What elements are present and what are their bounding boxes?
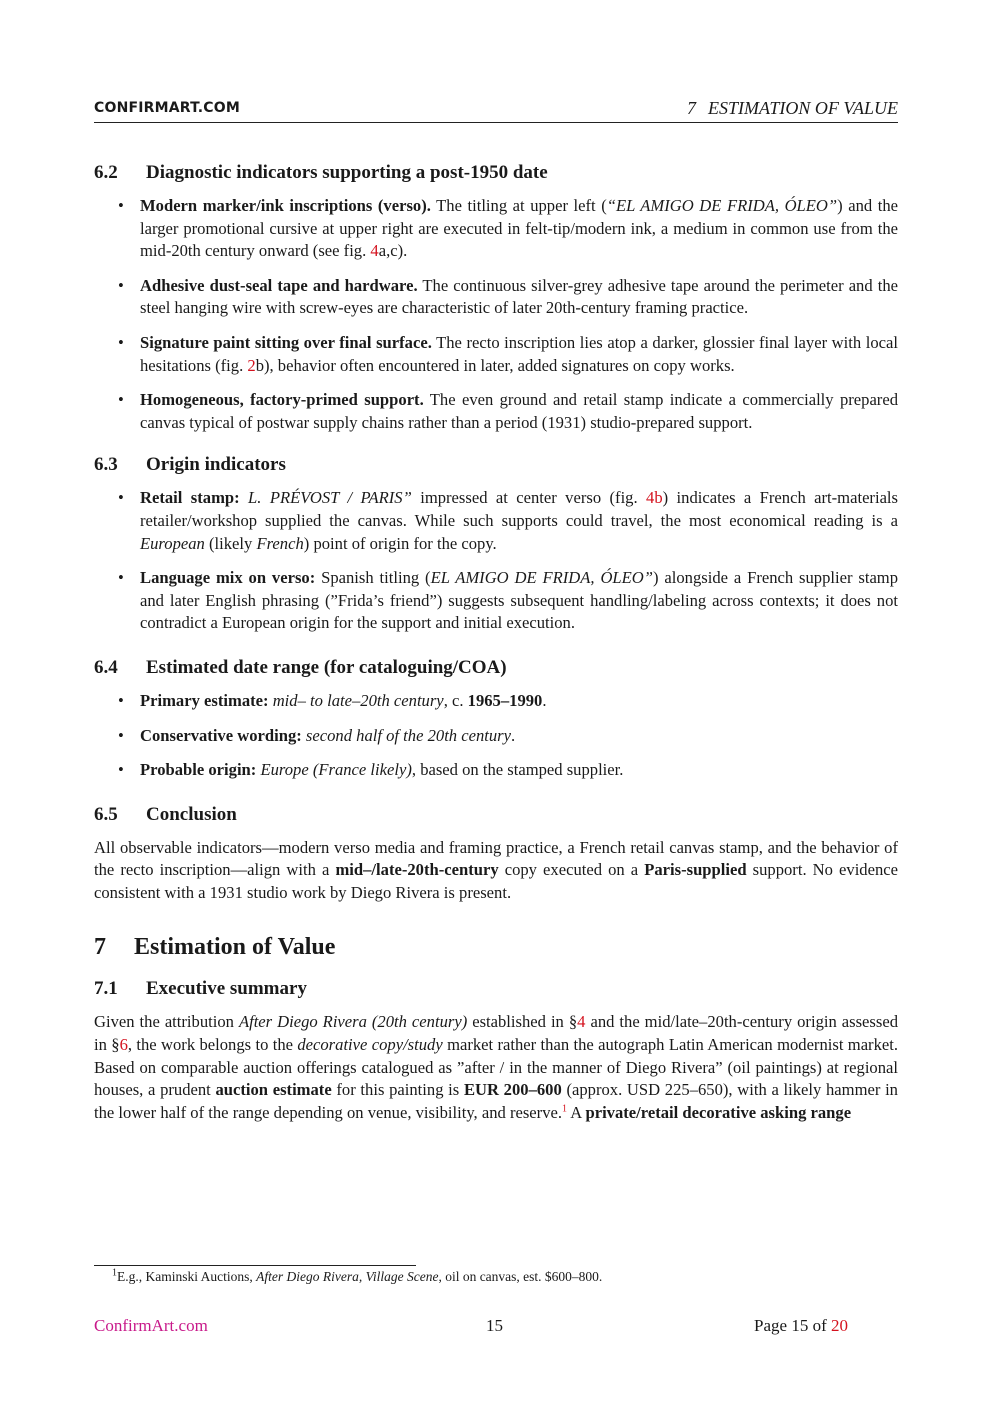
item-text: b), behavior often encountered in later, added signatures on copy works.: [255, 355, 735, 375]
item-lead: Modern marker/ink inscriptions (verso).: [140, 196, 431, 215]
footnote-text: E.g., Kaminski Auctions,: [117, 1269, 257, 1284]
chapter-title: Estimation of Value: [134, 934, 336, 961]
page-footer: [94, 1316, 848, 1338]
paragraph-text: market rather than the autograph Latin American modernist market. Based on comparable auction offerings catalogued as ”after / in the manner of Diego Rivera” (oil paintings) at regional houses, a prudent: [94, 1035, 899, 1100]
paragraph-text: All observable indicators—modern verso media and framing practice, a French retail canvas stamp, and the behavior of the recto inscription—align with a: [94, 837, 898, 880]
list-item: [94, 725, 898, 748]
section-title: Executive summary: [146, 978, 307, 1000]
chapter-heading-7: [94, 932, 898, 962]
site-logo: CONFIRMART.COM: [94, 100, 241, 116]
footnote-link[interactable]: 1: [562, 1103, 568, 1115]
item-text: The titling at upper left (: [430, 196, 607, 215]
list-item: [94, 332, 898, 377]
section-heading-6-5: [94, 802, 898, 828]
list-item: [94, 567, 898, 635]
executive-summary-paragraph: [94, 1011, 898, 1124]
item-bold: 1965–1990: [467, 690, 543, 710]
item-lead: Homogeneous, factory-primed support.: [140, 390, 424, 410]
section-heading-6-3: [94, 452, 898, 478]
section-title: Origin indicators: [146, 454, 286, 476]
list-item: [94, 759, 898, 782]
item-text: (likely: [204, 533, 257, 553]
list-item: [94, 389, 898, 434]
section-number: 6.5: [94, 803, 118, 825]
item-text: ) alongside a French supplier stamp and later English phrasing (”Frida’s friend”) suggests subsequent handling/labeling across contexts; it does not contradict a European origin for the support and initial execution.: [140, 568, 899, 633]
section-title: Estimated date range (for cataloguing/COA): [146, 656, 507, 678]
item-italic: EL AMIGO DE FRIDA, ÓLEO”: [430, 568, 654, 588]
item-italic: second half of the 20th century: [301, 725, 512, 745]
paragraph-text: for this painting is: [331, 1080, 464, 1100]
section-number: 6.3: [94, 454, 118, 476]
paragraph-text: (approx. USD 225–650), with a likely hammer in the lower half of the range depending on venue, visibility, and reserve.: [94, 1080, 898, 1122]
conclusion-paragraph: [94, 837, 898, 905]
chapter-number: 7: [94, 934, 106, 961]
section-link[interactable]: 4: [577, 1012, 586, 1032]
item-italic: French: [256, 533, 304, 553]
footer-site-link[interactable]: ConfirmArt.com: [94, 1316, 208, 1335]
section-number: 7.1: [94, 978, 118, 1000]
section-number: 6.2: [94, 162, 118, 183]
figure-link[interactable]: 4b: [646, 488, 663, 508]
list-item: [94, 690, 898, 713]
section-link[interactable]: 6: [119, 1035, 128, 1055]
paragraph-bold: mid–/late-20th-century: [335, 860, 499, 880]
item-lead: Probable origin:: [140, 760, 257, 780]
section-heading-6-4: [94, 655, 898, 681]
paragraph-text: established in §: [467, 1012, 578, 1032]
footnote-mark: 1: [112, 1267, 117, 1279]
bullet-list-6-3: [94, 487, 898, 635]
paragraph-text: and the mid/late–20th-century origin assessed in §: [94, 1012, 898, 1055]
figure-link[interactable]: 4: [370, 241, 379, 261]
item-lead: Conservative wording:: [140, 725, 302, 745]
list-item: [94, 487, 898, 555]
section-number: 6.4: [94, 656, 118, 678]
paragraph-bold: auction estimate: [215, 1080, 332, 1100]
item-text: .: [542, 690, 547, 710]
paragraph-text: A: [567, 1102, 586, 1122]
header-section-number: 7: [687, 98, 697, 118]
paragraph-text: Given the attribution: [94, 1012, 239, 1032]
item-text: , c.: [443, 690, 468, 710]
item-lead: Language mix on verso:: [140, 568, 316, 588]
paragraph-text: , the work belongs to the: [127, 1035, 298, 1055]
bullet-list-6-4: [94, 690, 898, 782]
list-item: [94, 195, 898, 263]
header-section-label: ESTIMATION OF VALUE: [708, 98, 898, 118]
item-text: The continuous silver-grey adhesive tape around the perimeter and the steel hanging wire with screw-eyes are characteristic of later 20th-century framing practice.: [140, 275, 898, 318]
item-lead: Signature paint sitting over final surface.: [140, 332, 432, 352]
list-item: [94, 275, 898, 320]
section-title: Diagnostic indicators supporting a post-1950 date: [146, 162, 548, 183]
item-italic: mid– to late–20th century: [268, 690, 444, 710]
item-text: , based on the stamped supplier.: [411, 760, 624, 780]
bullet-list-6-2: [94, 195, 898, 434]
item-lead: Adhesive dust-seal tape and hardware.: [140, 275, 418, 295]
section-title: Conclusion: [146, 803, 237, 825]
paragraph-bold: EUR 200–600: [463, 1080, 562, 1100]
section-heading-7-1: [94, 976, 898, 1002]
paragraph-bold: Paris-supplied: [644, 860, 747, 880]
paragraph-text: copy executed on a: [498, 860, 645, 880]
item-italic: L. PRÉVOST / PARIS”: [239, 488, 412, 508]
item-italic: “EL AMIGO DE FRIDA, ÓLEO”: [606, 196, 838, 215]
section-heading-6-2: [94, 160, 898, 186]
item-text: Spanish titling (: [315, 568, 431, 588]
item-text: ) point of origin for the copy.: [303, 533, 497, 553]
figure-link[interactable]: 2: [247, 355, 256, 375]
header-section-title: [687, 98, 898, 119]
document-body: [94, 160, 898, 1124]
footer-page-count: [754, 1316, 848, 1336]
paragraph-bold: private/retail decorative asking range: [585, 1102, 852, 1122]
paragraph-text: support. No evidence consistent with a 1931 studio work by Diego Rivera is present.: [94, 860, 898, 902]
footnote: [94, 1268, 898, 1286]
item-text: .: [511, 725, 516, 745]
item-text: ) and the larger promotional cursive at upper right are executed in felt-tip/modern ink, a medium in common use from the mid-20th century onward (see fig.: [140, 196, 898, 261]
paragraph-italic: decorative copy/study: [297, 1035, 443, 1055]
running-header: [94, 98, 898, 123]
item-lead: Retail stamp:: [140, 488, 240, 508]
footnote-text: , oil on canvas, est. $600–800.: [438, 1269, 603, 1284]
total-pages-link[interactable]: 20: [831, 1316, 848, 1335]
footer-page-number: 15: [486, 1316, 503, 1335]
page-count-label: Page 15 of: [754, 1316, 831, 1335]
item-text: The even ground and retail stamp indicate a commercially prepared canvas typical of postwar supply chains rather than a period (1931) studio-prepared support.: [140, 390, 898, 432]
paragraph-italic: After Diego Rivera (20th century): [238, 1012, 468, 1032]
item-italic: Europe (France likely): [256, 760, 412, 780]
footnote-divider: [94, 1265, 416, 1266]
footnote-italic: After Diego Rivera, Village Scene: [256, 1269, 439, 1284]
item-italic: European: [140, 533, 205, 553]
item-text: ) indicates a French art-materials retailer/workshop supplied the canvas. While such supports could travel, the most economical reading is a: [140, 488, 898, 530]
item-lead: Primary estimate:: [140, 690, 269, 710]
item-text: The recto inscription lies atop a darker, glossier final layer with local hesitations (fig.: [140, 332, 898, 375]
item-text: impressed at center verso (fig.: [411, 488, 647, 508]
item-text: a,c).: [378, 241, 408, 261]
